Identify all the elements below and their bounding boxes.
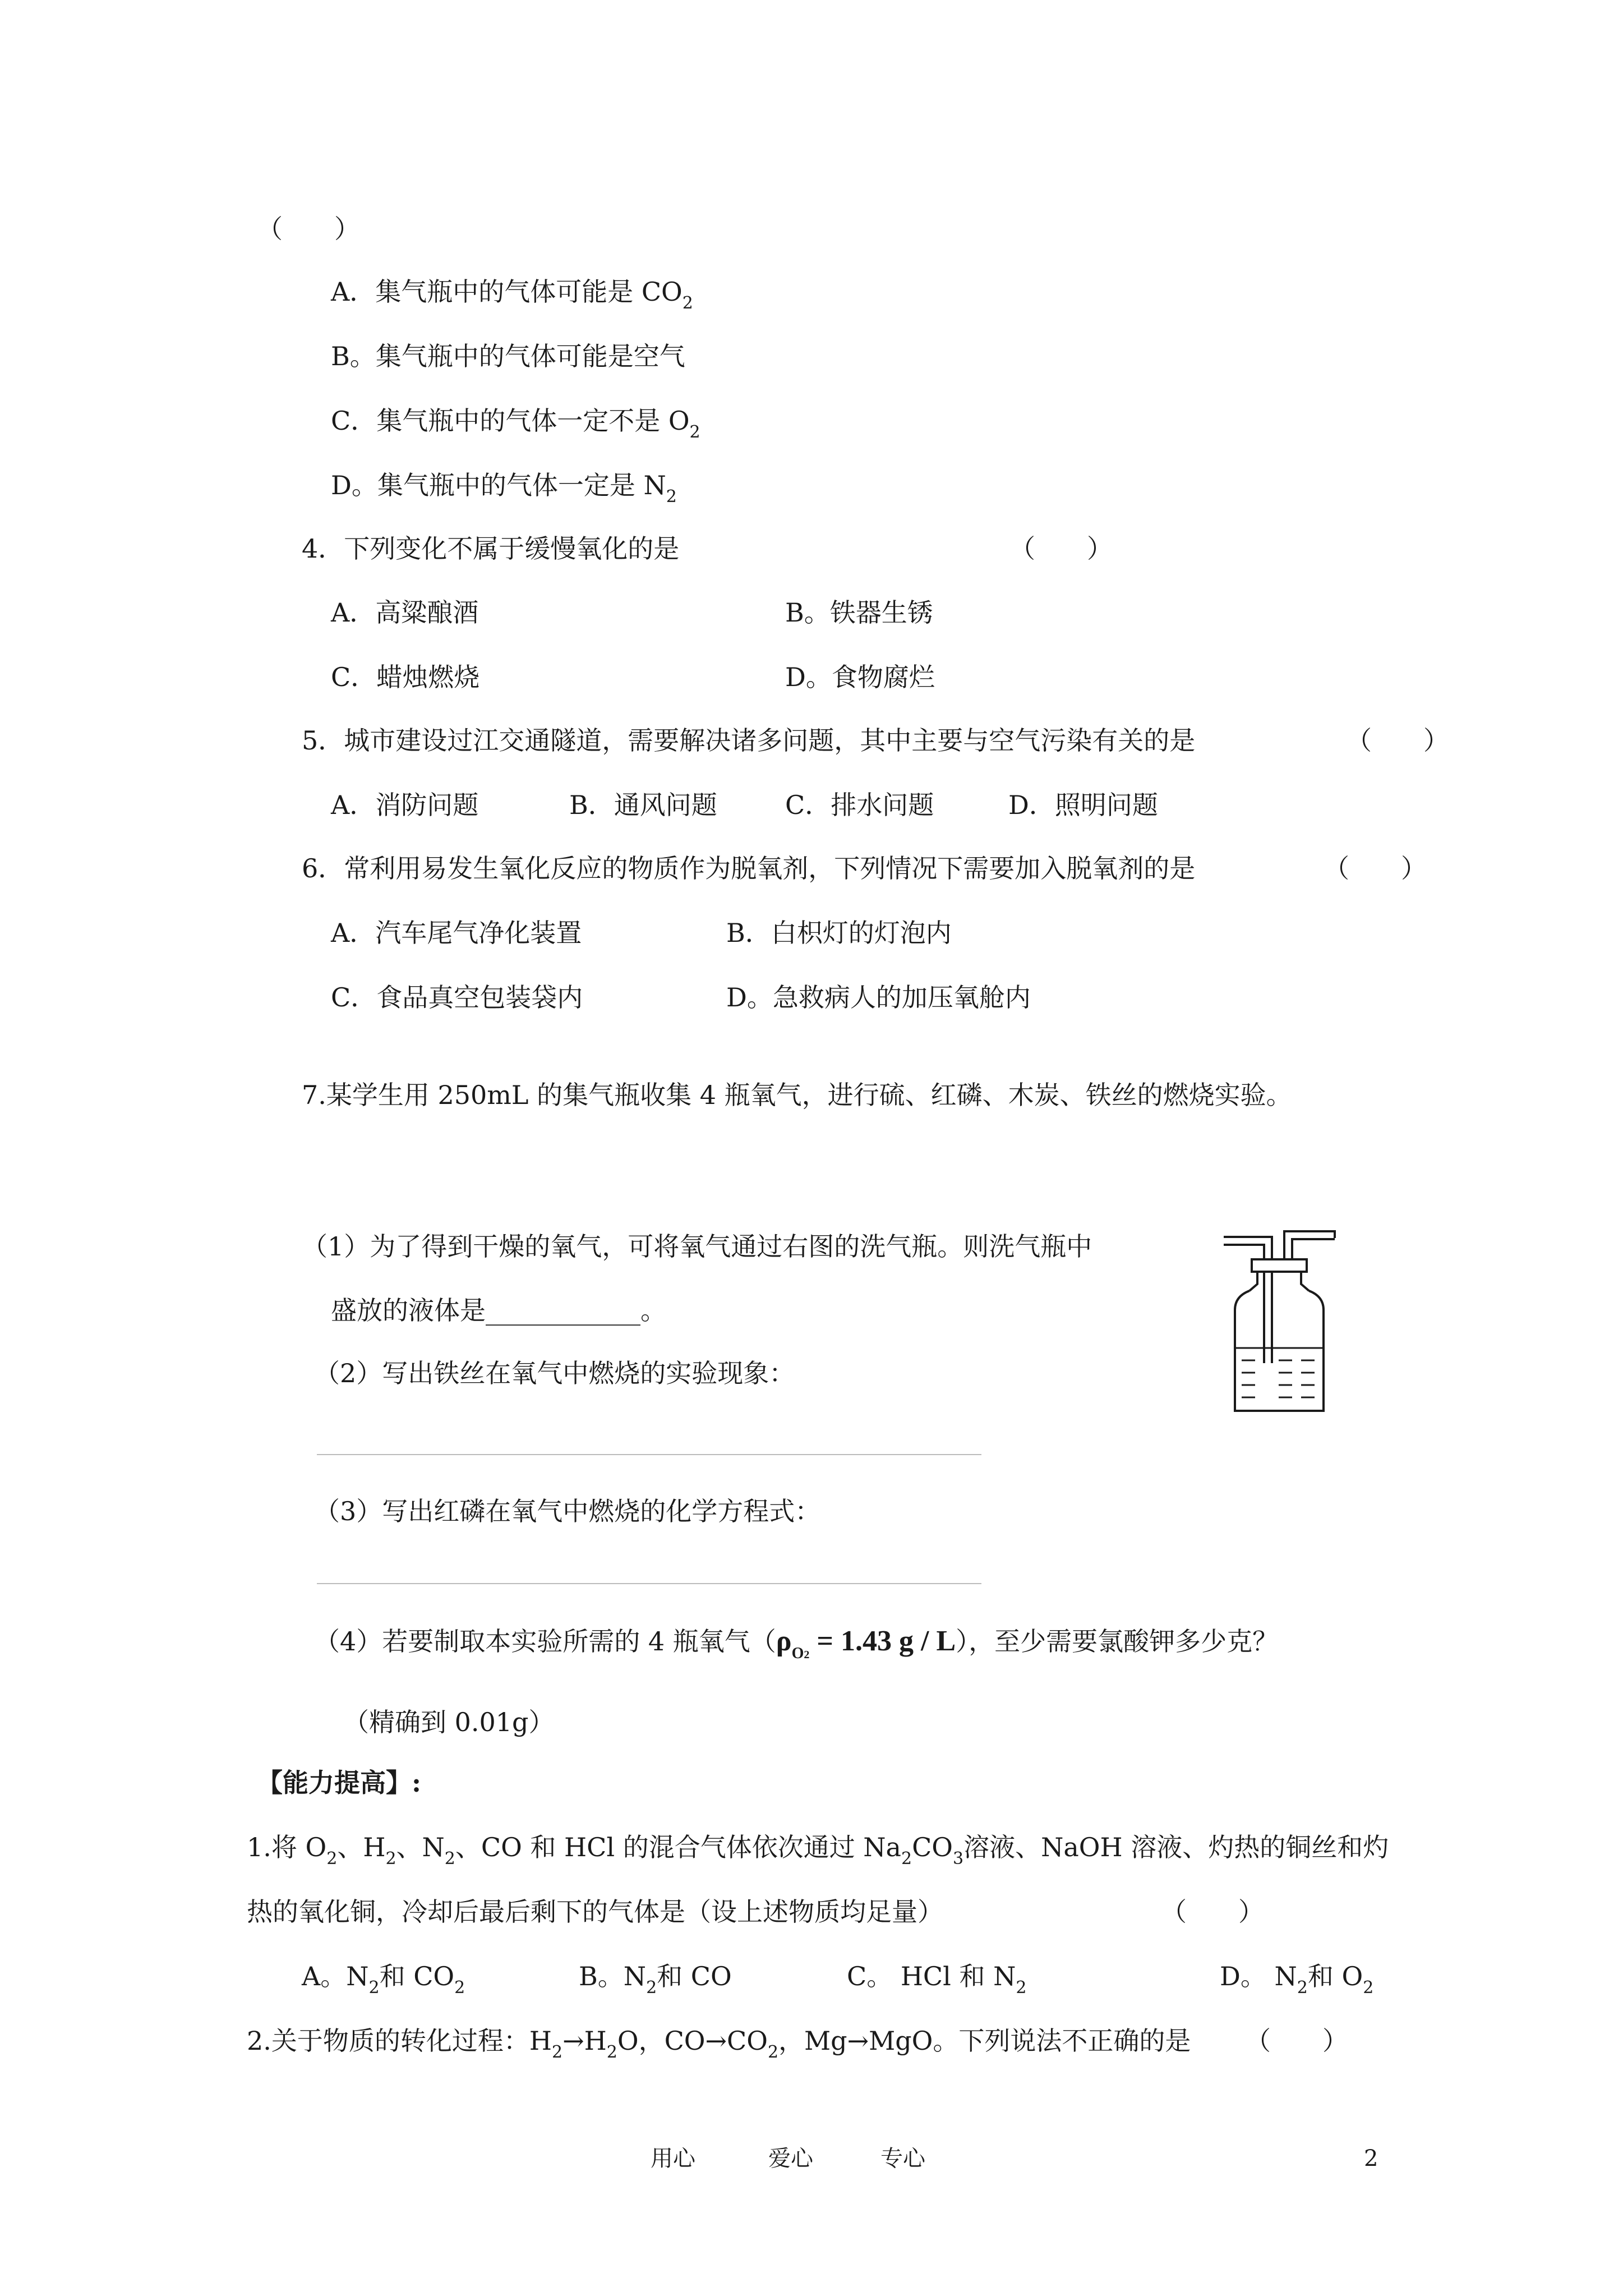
q7-part3: （3）写出红磷在氧气中燃烧的化学方程式： [314, 1496, 821, 1526]
q7-part4-line2: （精确到 0.01g） [343, 1707, 555, 1737]
ex2-stem: 2.关于物质的转化过程：$H_2\to H_2O$，$CO\to CO_2$，Mg→MgO。下列说法不正确的是 [247, 2026, 1191, 2062]
density-formula: $\rho_{O2} = 1.43$ g / L [776, 1625, 956, 1662]
section-title: 【能力提高】: [257, 1768, 421, 1798]
ex1-option-b: B。$N_2$和 CO [579, 1961, 732, 1998]
footer-slogan-1: 用心 [651, 2146, 695, 2171]
q4-option-a: A．高粱酿酒 [331, 597, 479, 628]
q7-stem: 7.某学生用 250mL 的集气瓶收集 4 瓶氧气，进行硫、红磷、木炭、铁丝的燃烧实验。 [302, 1080, 1292, 1110]
q5-option-c: C．排水问题 [785, 790, 934, 820]
q4-answer-paren: （ ） [1009, 533, 1113, 564]
q4-option-c: C．蜡烛燃烧 [331, 662, 480, 692]
q3-option-c: C．集气瓶中的气体一定不是 $O_2$ [331, 406, 700, 442]
q3-option-b: B。集气瓶中的气体可能是空气 [331, 341, 685, 371]
footer-slogan-3: 专心 [880, 2146, 925, 2171]
ex1-line1: 1.将 $O_2$、$H_2$、$N_2$、CO 和 HCl 的混合气体依次通过 $Na_2CO_3$溶液、NaOH 溶液、灼热的铜丝和灼 [247, 1832, 1389, 1869]
ex1-option-a: A。$N_2$和 $CO_2$ [302, 1961, 465, 1998]
q6-answer-paren: （ ） [1324, 853, 1427, 884]
footer-slogan-2: 爱心 [768, 2146, 813, 2171]
q3-option-d: D。集气瓶中的气体一定是 $N_2$ [331, 470, 677, 507]
q7-part1-line2: 盛放的液体是____________。 [331, 1295, 666, 1326]
q7-part3-answer-line [317, 1583, 981, 1584]
q4-option-d: D。食物腐烂 [785, 662, 935, 692]
q4-stem: 4．下列变化不属于缓慢氧化的是 [302, 533, 680, 564]
q3-option-a: A．集气瓶中的气体可能是 $CO_2$ [331, 277, 693, 313]
q5-option-d: D．照明问题 [1008, 790, 1158, 820]
q7-part2: （2）写出铁丝在氧气中燃烧的实验现象： [314, 1358, 795, 1388]
ex2-answer-paren: （ ） [1245, 2026, 1348, 2056]
q6-option-a: A．汽车尾气净化装置 [331, 918, 582, 948]
q5-option-a: A．消防问题 [331, 790, 479, 820]
q6-option-d: D。急救病人的加压氧舱内 [726, 982, 1031, 1013]
q6-stem: 6．常利用易发生氧化反应的物质作为脱氧剂，下列情况下需要加入脱氧剂的是 [302, 853, 1196, 884]
ex1-option-d: D。 $N_2$和 $O_2$ [1220, 1961, 1374, 1998]
q6-option-c: C．食品真空包装袋内 [331, 982, 583, 1013]
q5-stem: 5．城市建设过江交通隧道，需要解决诸多问题，其中主要与空气污染有关的是 [302, 725, 1196, 756]
ex1-answer-paren: （ ） [1161, 1897, 1264, 1927]
q3-answer-paren: （ ） [257, 214, 360, 244]
q4-option-b: B。铁器生锈 [785, 597, 933, 628]
gas-washing-bottle-illustration [1223, 1226, 1357, 1416]
q7-part2-answer-line [317, 1454, 981, 1455]
q5-answer-paren: （ ） [1346, 725, 1449, 756]
q6-option-b: B．白枳灯的灯泡内 [726, 918, 952, 948]
ex1-line2: 热的氧化铜，冷却后最后剩下的气体是（设上述物质均足量） [247, 1897, 943, 1927]
page-number: 2 [1364, 2146, 1378, 2171]
q5-option-b: B．通风问题 [569, 790, 717, 820]
q7-part4-line1: （4）若要制取本实验所需的 4 瓶氧气（$\rho_{O2} = 1.43$ g / L），至少需要氯酸钾多少克？ [314, 1625, 1279, 1662]
q7-part1-line1: （1）为了得到干燥的氧气，可将氧气通过右图的洗气瓶。则洗气瓶中 [302, 1231, 1092, 1262]
ex1-option-c: C。 HCl 和 $N_2$ [847, 1961, 1027, 1998]
